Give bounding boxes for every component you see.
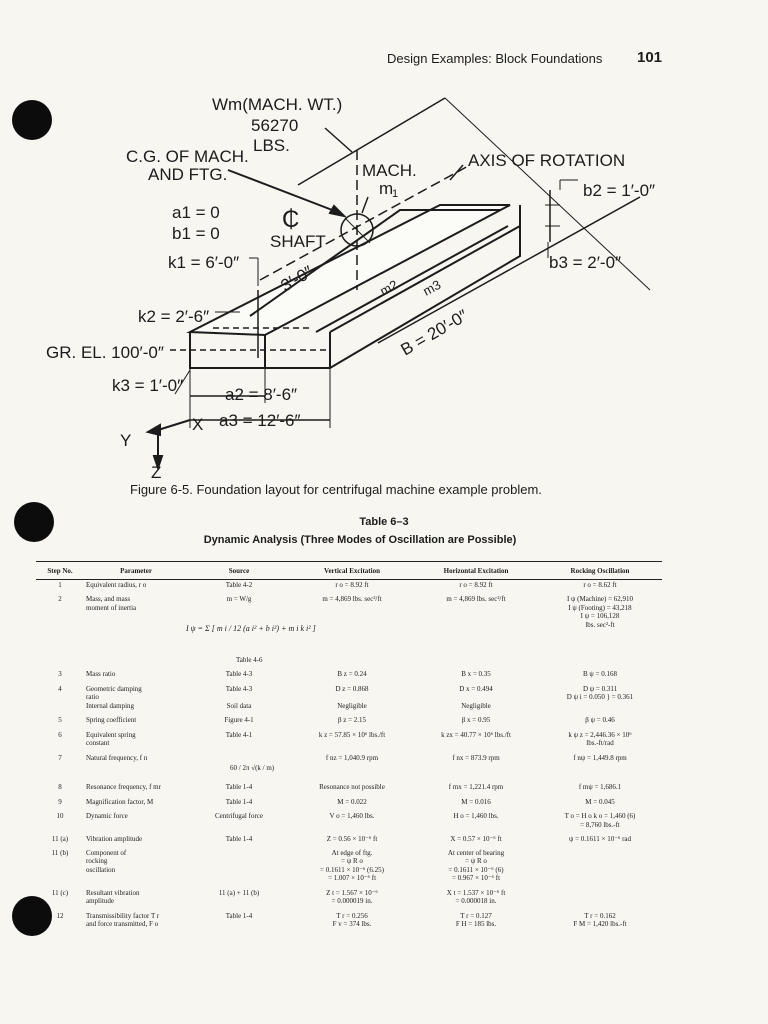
ground-elevation-label: GR. EL. 100′-0″ xyxy=(46,343,164,362)
table-cell: 2 xyxy=(58,595,62,603)
table-row xyxy=(36,911,662,934)
table-cell: I ψ (Machine) = 62,910 I ψ (Footing) = 43,218 I ψ = 106,128 lbs. sec²-ft xyxy=(566,595,634,629)
column-header: Horizontal Excitation xyxy=(414,566,538,579)
table-cell: Resultant vibration amplitude xyxy=(86,888,140,905)
table-cell: Mass, and mass moment of inertia xyxy=(86,595,137,612)
table-cell: B ψ = 0.168 xyxy=(583,670,617,678)
table-cell: 3 xyxy=(58,670,62,678)
b1-label: b1 = 0 xyxy=(172,224,220,243)
table-cell: B z = 0.24 xyxy=(337,670,367,678)
table-cell: 11 (c) xyxy=(51,888,69,897)
table-row xyxy=(36,848,662,888)
table-cell: Natural frequency, f n xyxy=(86,753,148,762)
table-cell: Table 4-3 xyxy=(225,670,253,678)
table-cell: m = W/g xyxy=(226,595,252,603)
natural-frequency-expression: 60 / 2π √(k / m) xyxy=(230,764,275,772)
table-cell: 8 xyxy=(58,783,62,791)
table-cell: r o = 8.62 ft xyxy=(583,580,617,589)
table-top-rule xyxy=(36,561,662,562)
table-cell: 11 (b) xyxy=(51,848,69,857)
table-cell: β x = 0.95 xyxy=(461,716,491,724)
wm-label: Wm(MACH. WT.) xyxy=(212,95,343,114)
m2-label: m2 xyxy=(377,276,401,299)
table-cell: T r = 0.162 F M = 1,420 lbs.-ft xyxy=(573,911,627,928)
table-cell: r o = 8.92 ft xyxy=(335,580,369,589)
table-row xyxy=(36,797,662,812)
table-cell: k ψ z = 2,446.36 × 10⁶ lbs.-ft/rad xyxy=(568,730,632,747)
table-cell: Resonance frequency, f mr xyxy=(86,783,161,791)
table-cell: Z t = 1.567 × 10⁻⁶ = 0.000019 in. xyxy=(326,888,378,905)
table-cell: Component of rocking oscillation xyxy=(86,848,127,874)
table-cell: ψ = 0.1611 × 10⁻⁶ rad xyxy=(568,835,632,843)
table-cell: 7 xyxy=(58,753,62,762)
table-row xyxy=(36,669,662,684)
table-cell: At edge of ftg. = ψ R o = 0.1611 × 10⁻⁶ (6.25) = 1.007 × 10⁻⁶ ft xyxy=(320,848,384,882)
table-row xyxy=(36,579,662,594)
z-axis-label: Z xyxy=(151,463,162,480)
table-cell: β ψ = 0.46 xyxy=(585,716,615,724)
foundation-figure xyxy=(0,0,768,480)
table-cell: r o = 8.92 ft xyxy=(459,580,493,589)
column-header: Vertical Excitation xyxy=(290,566,414,579)
m3-label: m3 xyxy=(420,276,444,299)
column-header: Source xyxy=(188,566,290,579)
axis-of-rotation-label: AXIS OF ROTATION xyxy=(468,151,626,170)
table-cell: 6 xyxy=(58,730,62,739)
table-cell: f mx = 1,221.4 rpm xyxy=(448,783,504,791)
table-cell: Table 4-3 Soil data xyxy=(225,684,253,710)
table-cell: M = 0.016 xyxy=(461,797,491,806)
table-cell: Resonance not possible xyxy=(319,783,385,791)
table-cell: T r = 0.127 F H = 185 lbs. xyxy=(455,911,497,928)
x-axis-label: X xyxy=(192,415,204,434)
table-cell: 12 xyxy=(56,911,64,920)
b2-label: b2 = 1′-0″ xyxy=(583,181,656,200)
table-row xyxy=(36,811,662,834)
inertia-equation: I ψ = Σ [ m i / 12 (a i² + b i²) + m i k i² ] xyxy=(186,624,316,633)
table-cell: B x = 0.35 xyxy=(461,670,491,678)
table-cell: 1 xyxy=(58,580,62,589)
table-cell xyxy=(538,848,662,888)
table-cell: 5 xyxy=(58,716,62,724)
three-ft-dim: 3′-0″ xyxy=(277,262,317,296)
page-number: 101 xyxy=(637,49,663,66)
table-cell: D x = 0.494 Negligible xyxy=(459,684,493,710)
a2-label: a2 = 8′-6″ xyxy=(225,385,298,404)
table-cell: k z = 57.85 × 10⁶ lbs./ft xyxy=(318,730,386,739)
a1-label: a1 = 0 xyxy=(172,203,220,222)
k3-label: k3 = 1′-0″ xyxy=(112,376,184,395)
table-row xyxy=(36,730,662,753)
table-cell: Transmissibility factor T r and force transmitted, F o xyxy=(86,911,160,928)
table-cell: m = 4,869 lbs. sec²/ft xyxy=(322,595,382,603)
table-cell: Spring coefficient xyxy=(86,716,137,724)
a3-label: a3 = 12′-6″ xyxy=(219,411,301,430)
wm-unit: LBS. xyxy=(253,136,290,155)
table-cell: H o = 1,460 lbs. xyxy=(453,812,499,820)
centerline-symbol: ₵ xyxy=(282,206,300,233)
table-cell: T o = H o k o = 1,460 (6) = 8,760 lbs.-ft xyxy=(564,812,636,829)
table-cell: Vibration amplitude xyxy=(86,835,143,843)
running-title: Design Examples: Block Foundations xyxy=(387,51,603,66)
table-cell: 11 (a) xyxy=(51,835,69,843)
table-cell: f nx = 873.9 rpm xyxy=(452,753,500,762)
table-cell: k zx = 40.77 × 10⁶ lbs./ft xyxy=(441,730,511,739)
mach-label: MACH. xyxy=(362,161,417,180)
table-row xyxy=(36,684,662,716)
table-cell: f mψ = 1,686.1 xyxy=(578,783,622,791)
table-row xyxy=(36,888,662,911)
table-row xyxy=(36,753,662,783)
table-row xyxy=(36,834,662,848)
cg-label-1: C.G. OF MACH. xyxy=(126,147,249,166)
table-cell: X t = 1.537 × 10⁻⁶ ft = 0.000018 in. xyxy=(446,888,506,905)
m1-sub: 1 xyxy=(392,188,399,200)
cg-label-2: AND FTG. xyxy=(148,165,228,184)
table-cell: M = 0.045 xyxy=(585,797,615,806)
table-cell: Table 1-4 xyxy=(225,835,253,843)
table-cell xyxy=(538,888,662,911)
k2-label: k2 = 2′-6″ xyxy=(138,307,210,326)
table-cell: Centrifugal force xyxy=(214,812,263,820)
wm-value: 56270 xyxy=(251,116,299,135)
b-length-label: B = 20′-0″ xyxy=(397,306,472,360)
table-cell: f nψ = 1,449.8 rpm xyxy=(573,753,627,762)
table-cell: M = 0.022 xyxy=(337,797,367,806)
table-cell: D z = 0.868 Negligible xyxy=(335,684,369,710)
table-cell: 10 xyxy=(56,812,64,820)
table-cell: β z = 2.15 xyxy=(337,716,367,724)
table-cell: Table 4-1 xyxy=(225,730,253,739)
table-cell: At center of bearing = ψ R o = 0.1611 × 10⁻⁶ (6) = 0.967 × 10⁻⁶ ft xyxy=(447,848,505,882)
table-cell: Mass ratio xyxy=(86,670,116,678)
table-cell: Equivalent radius, r o xyxy=(86,580,147,589)
table-cell: Figure 4-1 xyxy=(224,716,254,724)
table-header-row xyxy=(36,566,662,579)
dynamic-analysis-table xyxy=(36,566,662,934)
table-title: Table 6–3 xyxy=(359,516,409,528)
table-cell: X = 0.57 × 10⁻⁶ ft xyxy=(450,835,502,843)
table-cell: Magnification factor, M xyxy=(86,797,154,806)
table-cell: f nz = 1,040.9 rpm xyxy=(325,753,379,762)
table-row xyxy=(36,594,662,669)
b3-label: b3 = 2′-0″ xyxy=(549,253,622,272)
table-cell: Table 4-2 xyxy=(225,580,253,589)
table-cell: Table 1-4 xyxy=(225,911,253,920)
table-cell: D ψ = 0.311 D ψ i = 0.050 } = 0.361 xyxy=(566,684,634,701)
table-row xyxy=(36,782,662,797)
shaft-label: SHAFT xyxy=(270,232,326,251)
table-subtitle: Dynamic Analysis (Three Modes of Oscillation are Possible) xyxy=(203,534,517,546)
table-cell: Equivalent spring constant xyxy=(86,730,136,747)
table-cell: Dynamic force xyxy=(86,812,128,820)
column-header: Parameter xyxy=(84,566,188,579)
table-cell: Z = 0.56 × 10⁻⁶ ft xyxy=(326,835,378,843)
table-cell: m = 4,869 lbs. sec²/ft xyxy=(446,595,506,603)
k1-label: k1 = 6′-0″ xyxy=(168,253,240,272)
table-cell: Table 1-4 xyxy=(225,783,253,791)
inertia-equation-source: Table 4-6 xyxy=(236,656,263,664)
table-cell: 9 xyxy=(58,797,62,806)
table-cell: Table 1-4 xyxy=(225,797,253,806)
table-cell: 11 (a) + 11 (b) xyxy=(218,888,260,897)
column-header: Rocking Oscillation xyxy=(538,566,662,579)
m1-label: m xyxy=(379,179,394,198)
table-cell: T r = 0.256 F v = 374 lbs. xyxy=(332,911,372,928)
y-axis-label: Y xyxy=(120,431,132,450)
table-row xyxy=(36,715,662,730)
figure-caption: Figure 6-5. Foundation layout for centrifugal machine example problem. xyxy=(130,482,542,497)
column-header: Step No. xyxy=(36,566,84,579)
table-cell: Geometric damping ratio Internal damping xyxy=(86,684,142,710)
table-cell xyxy=(188,848,290,888)
table-cell: V o = 1,460 lbs. xyxy=(329,812,375,820)
table-cell: 4 xyxy=(58,684,62,693)
